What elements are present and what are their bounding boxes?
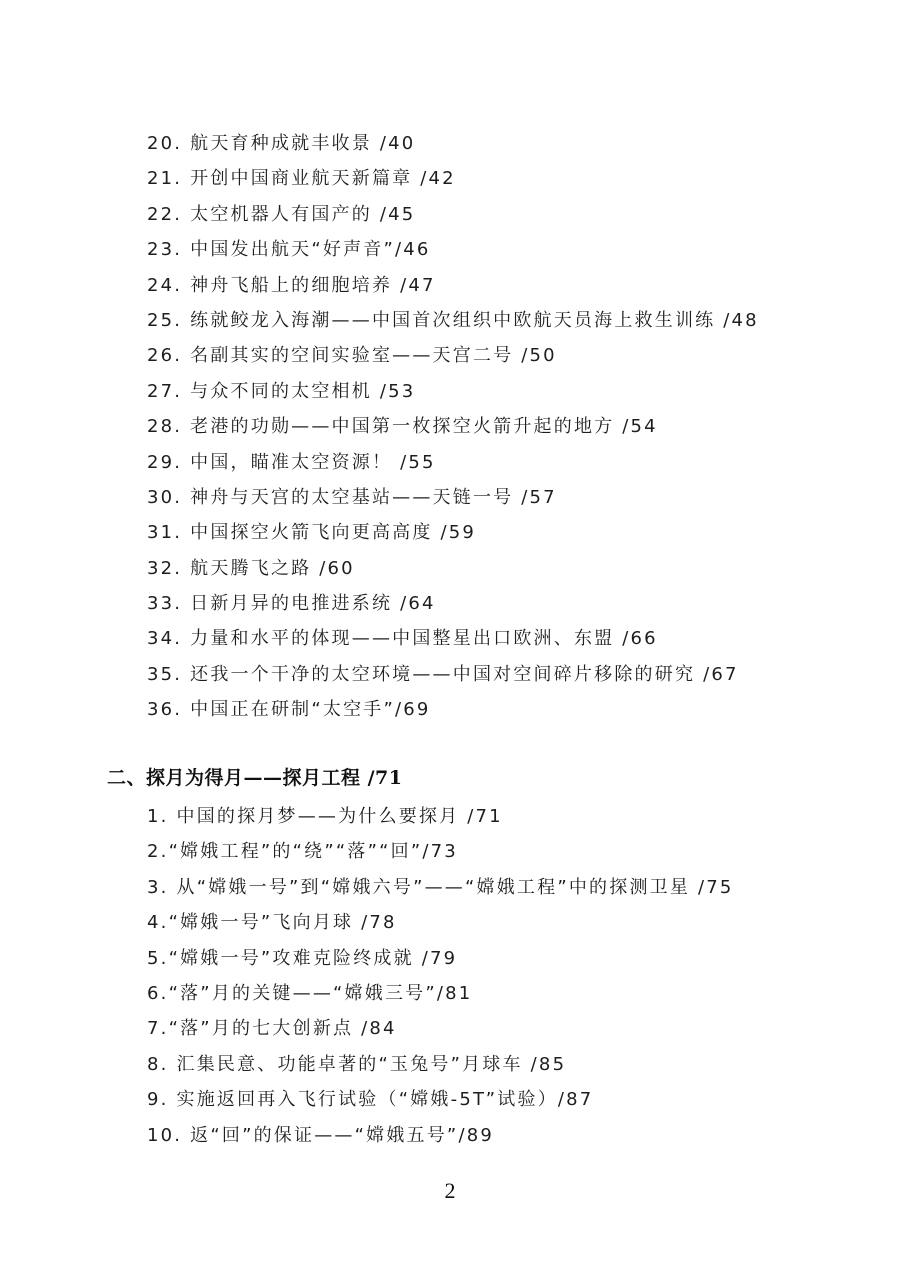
toc-item: 22. 太空机器人有国产的 /45 (147, 203, 416, 225)
toc-item: 36. 中国正在研制“太空手”/69 (147, 699, 431, 721)
toc-item: 30. 神舟与天宫的太空基站——天链一号 /57 (147, 486, 557, 508)
toc-item: 27. 与众不同的太空相机 /53 (147, 380, 416, 402)
toc-item: 35. 还我一个干净的太空环境——中国对空间碎片移除的研究 /67 (147, 663, 739, 685)
toc-list-section2 (147, 799, 734, 1153)
section-heading: 二、探月为得月——探月工程 /71 (107, 767, 403, 789)
toc-item: 28. 老港的功勋——中国第一枚探空火箭升起的地方 /54 (147, 416, 658, 438)
toc-item: 2.“嫦娥工程”的“绕”“落”“回”/73 (147, 841, 458, 863)
toc-item: 21. 开创中国商业航天新篇章 /42 (147, 168, 456, 190)
toc-item: 9. 实施返回再入飞行试验（“嫦娥-5T”试验）/87 (147, 1089, 594, 1111)
toc-item: 8. 汇集民意、功能卓著的“玉兔号”月球车 /85 (147, 1053, 567, 1075)
toc-item: 4.“嫦娥一号”飞向月球 /78 (147, 912, 397, 934)
page-number: 2 (444, 1178, 456, 1203)
toc-item: 29. 中国，瞄准太空资源！ /55 (147, 451, 436, 473)
toc-item: 34. 力量和水平的体现——中国整星出口欧洲、东盟 /66 (147, 628, 658, 650)
toc-item: 20. 航天育种成就丰收景 /40 (147, 133, 416, 154)
toc-item: 24. 神舟飞船上的细胞培养 /47 (147, 274, 436, 296)
toc-item: 3. 从“嫦娥一号”到“嫦娥六号”——“嫦娥工程”中的探测卫星 /75 (147, 876, 734, 898)
toc-item: 33. 日新月异的电推进系统 /64 (147, 593, 436, 615)
toc-item: 25. 练就鲛龙入海潮——中国首次组织中欧航天员海上救生训练 /48 (147, 309, 759, 331)
toc-item: 26. 名副其实的空间实验室——天宫二号 /50 (147, 345, 557, 367)
toc-item: 1. 中国的探月梦——为什么要探月 /71 (147, 806, 503, 827)
toc-list-part1 (147, 126, 759, 728)
toc-item: 32. 航天腾飞之路 /60 (147, 557, 355, 579)
toc-item: 23. 中国发出航天“好声音”/46 (147, 239, 431, 261)
toc-item: 31. 中国探空火箭飞向更高高度 /59 (147, 522, 477, 544)
toc-item: 10. 返“回”的保证——“嫦娥五号”/89 (147, 1124, 495, 1146)
toc-item: 5.“嫦娥一号”攻难克险终成就 /79 (147, 947, 458, 969)
toc-item: 6.“落”月的关键——“嫦娥三号”/81 (147, 982, 473, 1004)
toc-item: 7.“落”月的七大创新点 /84 (147, 1018, 397, 1040)
